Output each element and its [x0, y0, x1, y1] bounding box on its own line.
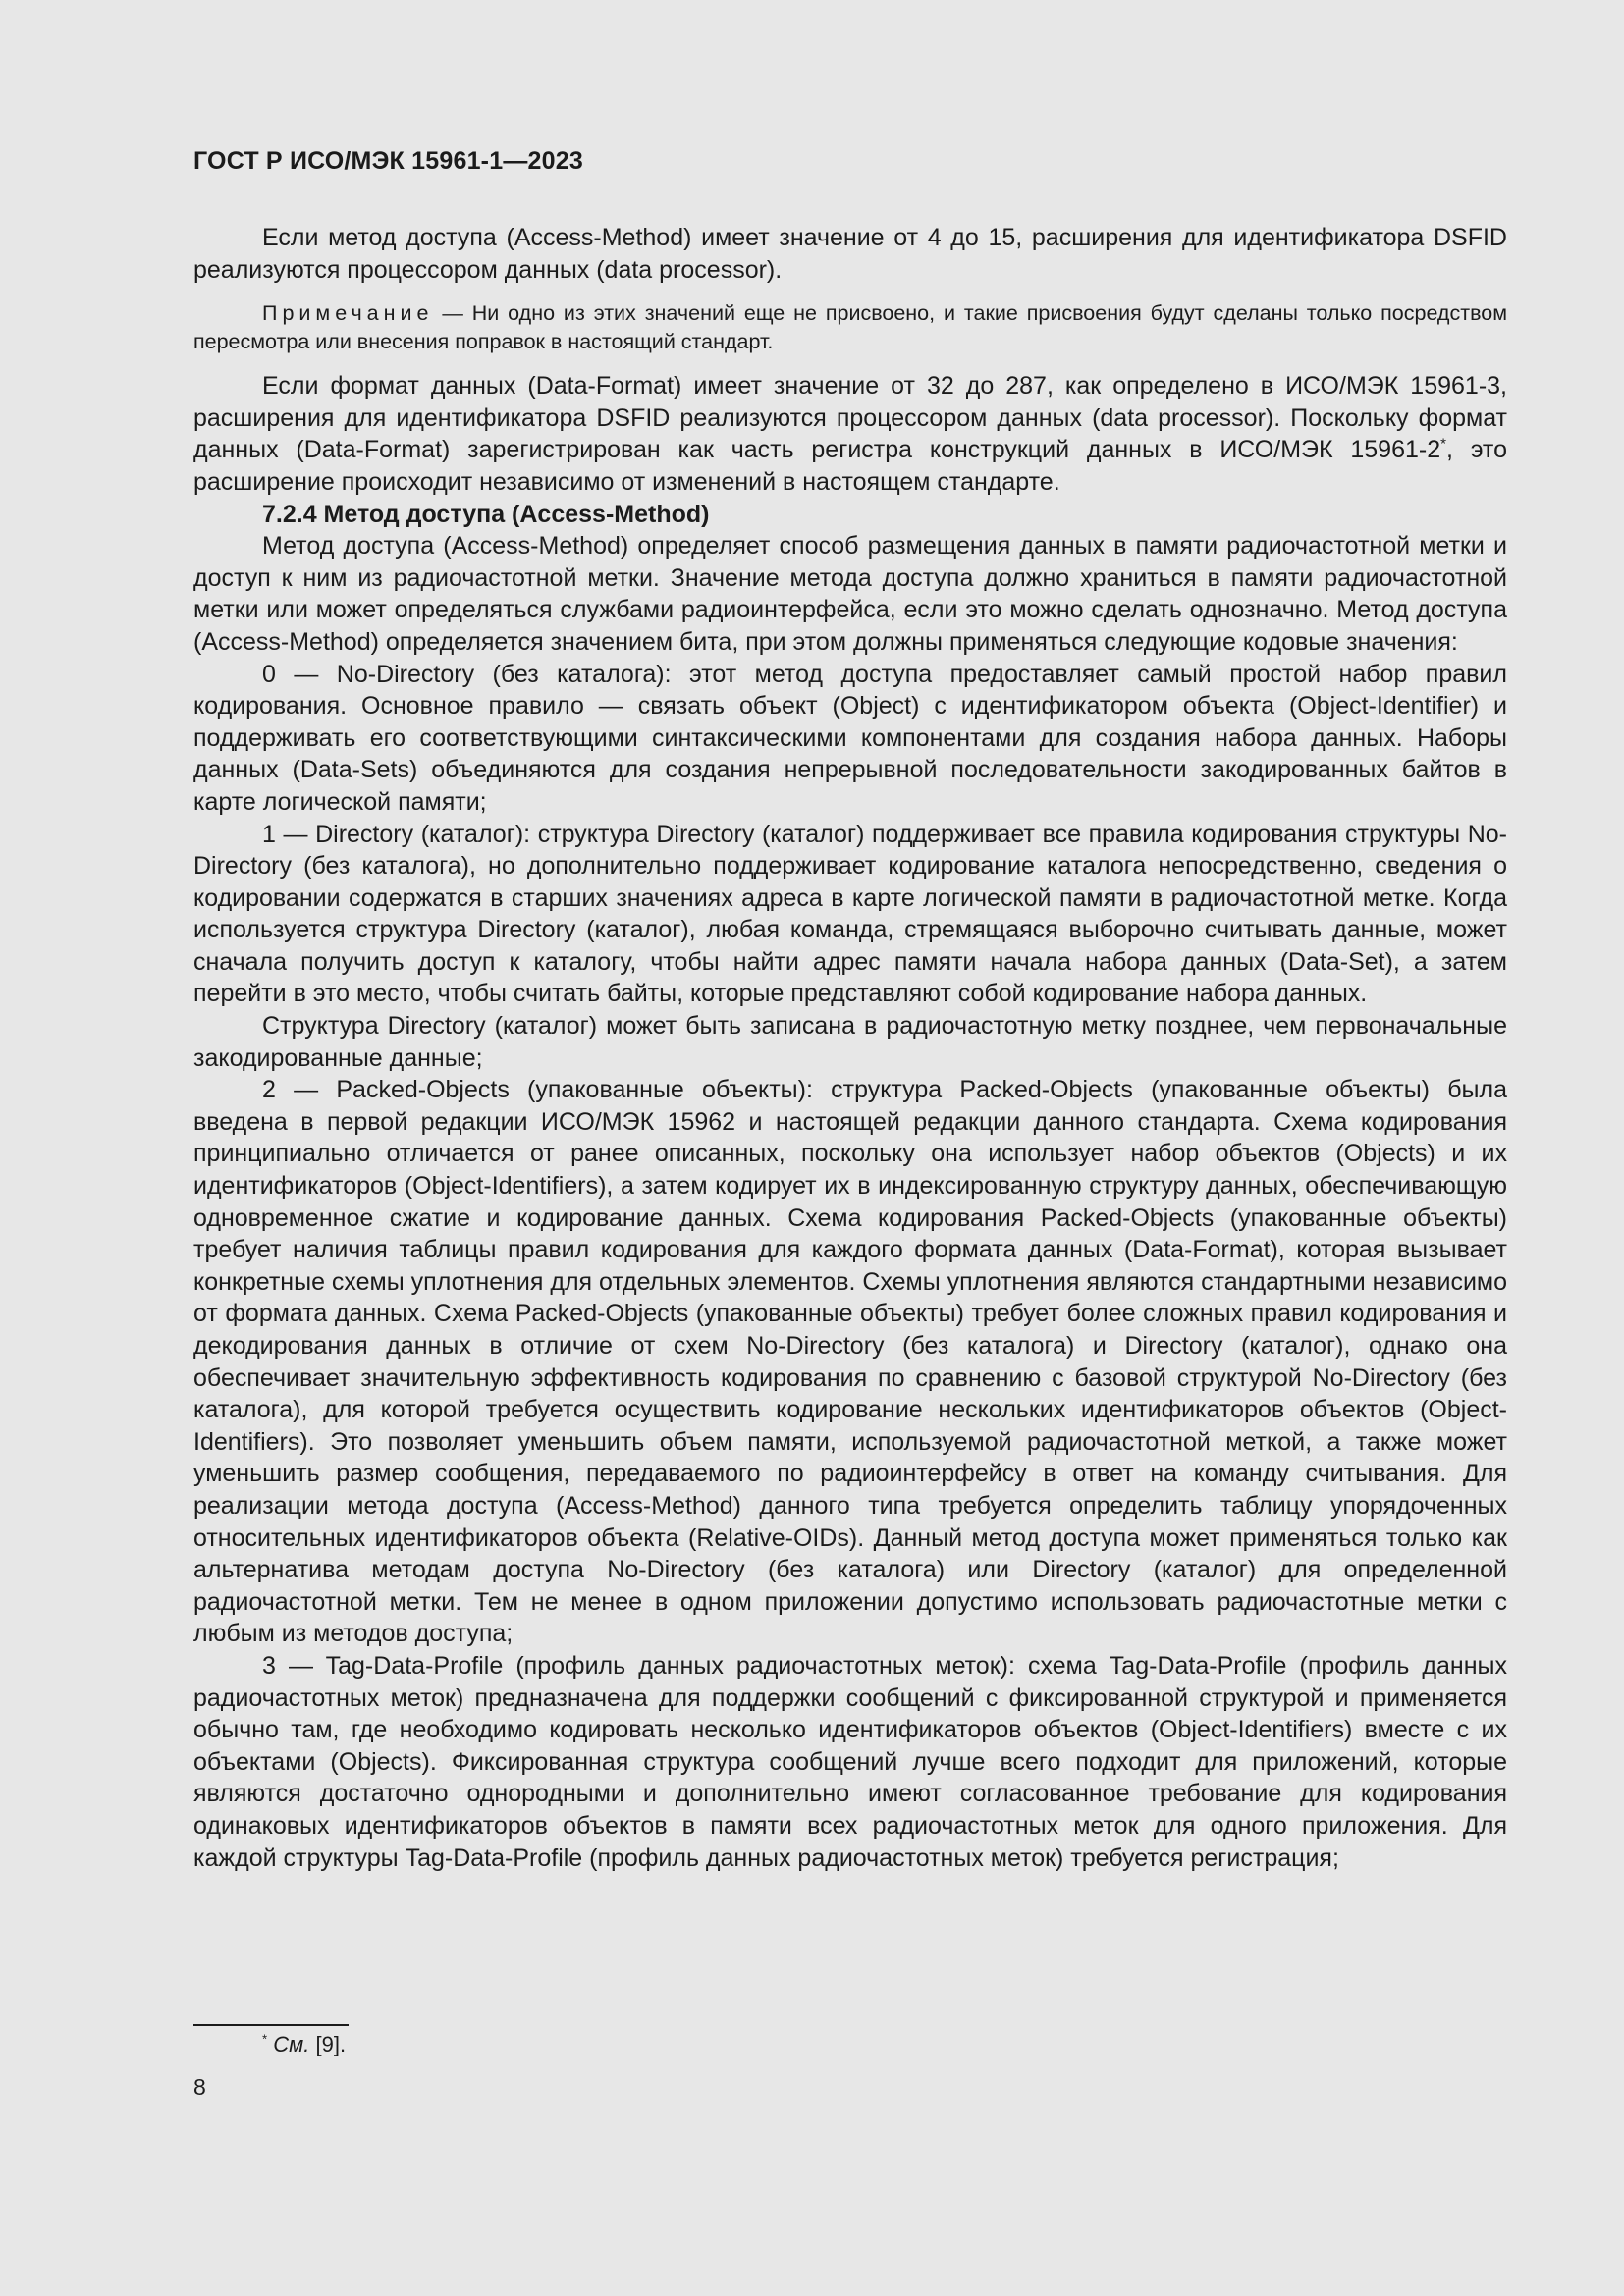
footnote-reference[interactable]: * — [1440, 436, 1446, 454]
list-item: 3 — Tag-Data-Profile (профиль данных радиочастотных меток): схема Tag-Data-Profile (профиль данных радиочастотных меток) предназначена для поддержки сообщений с фиксированной структурой и применяется обычно там, где необходимо кодировать несколько идентификаторов объектов (Object-Identifiers) вместе с их объектами (Objects). Фиксированная структура сообщений лучше всего подходит для приложений, которые являются достаточно однородными и дополнительно имеют согласованное требование для кодирования одинаковых идентификаторов объектов в памяти всех радиочастотных меток для одного приложения. Для каждой структуры Tag-Data-Profile (профиль данных радиочастотных меток) требуется регистрация; — [193, 1651, 1507, 1872]
paragraph: Метод доступа (Access-Method) определяет способ размещения данных в памяти радиочастотной метки и доступ к ним из радиочастотной метки. Значение метода доступа должно храниться в памяти радиочастотной метки или может определяться службами радиоинтерфейса, если это можно сделать однозначно. Метод доступа (Access-Method) определяется значением бита, при этом должны применяться следующие кодовые значения: — [193, 532, 1507, 656]
document-body — [193, 222, 1507, 1874]
list-item: 1 — Directory (каталог): структура Directory (каталог) поддерживает все правила кодирования структуры No-Directory (без каталога), но дополнительно поддерживает кодирование каталога непосредственно, сведения о кодировании содержатся в старших значениях адреса в карте логической памяти в радиочастотной метке. Когда используется структура Directory (каталог), любая команда, стремящаяся выборочно считывать данные, может сначала получить доступ к каталогу, чтобы найти адрес памяти начала набора данных (Data-Set), а затем перейти в это место, чтобы считать байты, которые представляют собой кодирование набора данных. — [193, 820, 1507, 1008]
note-label: Примечание — [262, 301, 434, 326]
footnote-reference-text: [9]. — [315, 2032, 347, 2056]
paragraph: Структура Directory (каталог) может быть записана в радиочастотную метку позднее, чем первоначальные закодированные данные; — [193, 1012, 1507, 1072]
document-header: ГОСТ Р ИСО/МЭК 15961-1—2023 — [193, 147, 583, 175]
page-number: 8 — [193, 2074, 206, 2100]
footnote-mark: * — [262, 2031, 268, 2047]
footnote-see: См. — [273, 2032, 310, 2056]
paragraph-text: Если формат данных (Data-Format) имеет значение от 32 до 287, как определено в ИСО/МЭК 15961-3, расширения для идентификатора DSFID реализуются процессором данных (data processor). Поскольку формат данных (Data-Format) зарегистрирован как часть регистра конструкций данных в ИСО/МЭК 15961-2 — [193, 372, 1507, 464]
list-item: 0 — No-Directory (без каталога): этот метод доступа предоставляет самый простой набор правил кодирования. Основное правило — связать объект (Object) с идентификатором объекта (Object-Identifier) и поддерживать его соответствующими синтаксическими компонентами для создания набора данных. Наборы данных (Data-Sets) объединяются для создания непрерывной последовательности закодированных байтов в карте логической памяти; — [193, 660, 1507, 816]
footnote-divider — [193, 2024, 349, 2026]
footnote — [262, 2032, 346, 2057]
paragraph: Если метод доступа (Access-Method) имеет значение от 4 до 15, расширения для идентификатора DSFID реализуются процессором данных (data processor). — [193, 224, 1507, 284]
paragraph — [193, 370, 1507, 498]
list-item: 2 — Packed-Objects (упакованные объекты): структура Packed-Objects (упакованные объекты) была введена в первой редакции ИСО/МЭК 15962 и настоящей редакции данного стандарта. Схема кодирования принципиально отличается от ранее описанных, поскольку она использует набор объектов (Objects) и их идентификаторов (Object-Identifiers), а затем кодирует их в индексированную структуру данных, обеспечивающую одновременное сжатие и кодирование данных. Схема кодирования Packed-Objects (упакованные объекты) требует наличия таблицы правил кодирования для каждого формата данных (Data-Format), которая вызывает конкретные схемы уплотнения для отдельных элементов. Схемы уплотнения являются стандартными независимо от формата данных. Схема Packed-Objects (упакованные объекты) требует более сложных правил кодирования и декодирования данных в отличие от схем No-Directory (без каталога) и Directory (каталог), однако она обеспечивает значительную эффективность кодирования по сравнению с базовой структурой No-Directory (без каталога), для которой требуется осуществить кодирование нескольких идентификаторов объектов (Object-Identifiers). Это позволяет уменьшить объем памяти, используемой радиочастотной меткой, а также может уменьшить размер сообщения, передаваемого по радиоинтерфейсу в ответ на команду считывания. Для реализации метода доступа (Access-Method) данного типа требуется определить таблицу упорядоченных относительных идентификаторов объекта (Relative-OIDs). Данный метод доступа может применяться только как альтернатива методам доступа No-Directory (без каталога) или Directory (каталог) для определенной радиочастотной метки. Тем не менее в одном приложении допустимо использовать радиочастотные метки с любым из методов доступа; — [193, 1076, 1507, 1648]
note-text: — Ни одно из этих значений еще не присвоено, и такие присвоения будут сделаны только посредством пересмотра или внесения поправок в настоящий стандарт. — [193, 301, 1507, 354]
section-heading: 7.2.4 Метод доступа (Access-Method) — [262, 500, 710, 528]
paragraph-text: , это расширение происходит независимо от изменений в настоящем стандарте. — [193, 436, 1508, 496]
note — [193, 299, 1507, 356]
